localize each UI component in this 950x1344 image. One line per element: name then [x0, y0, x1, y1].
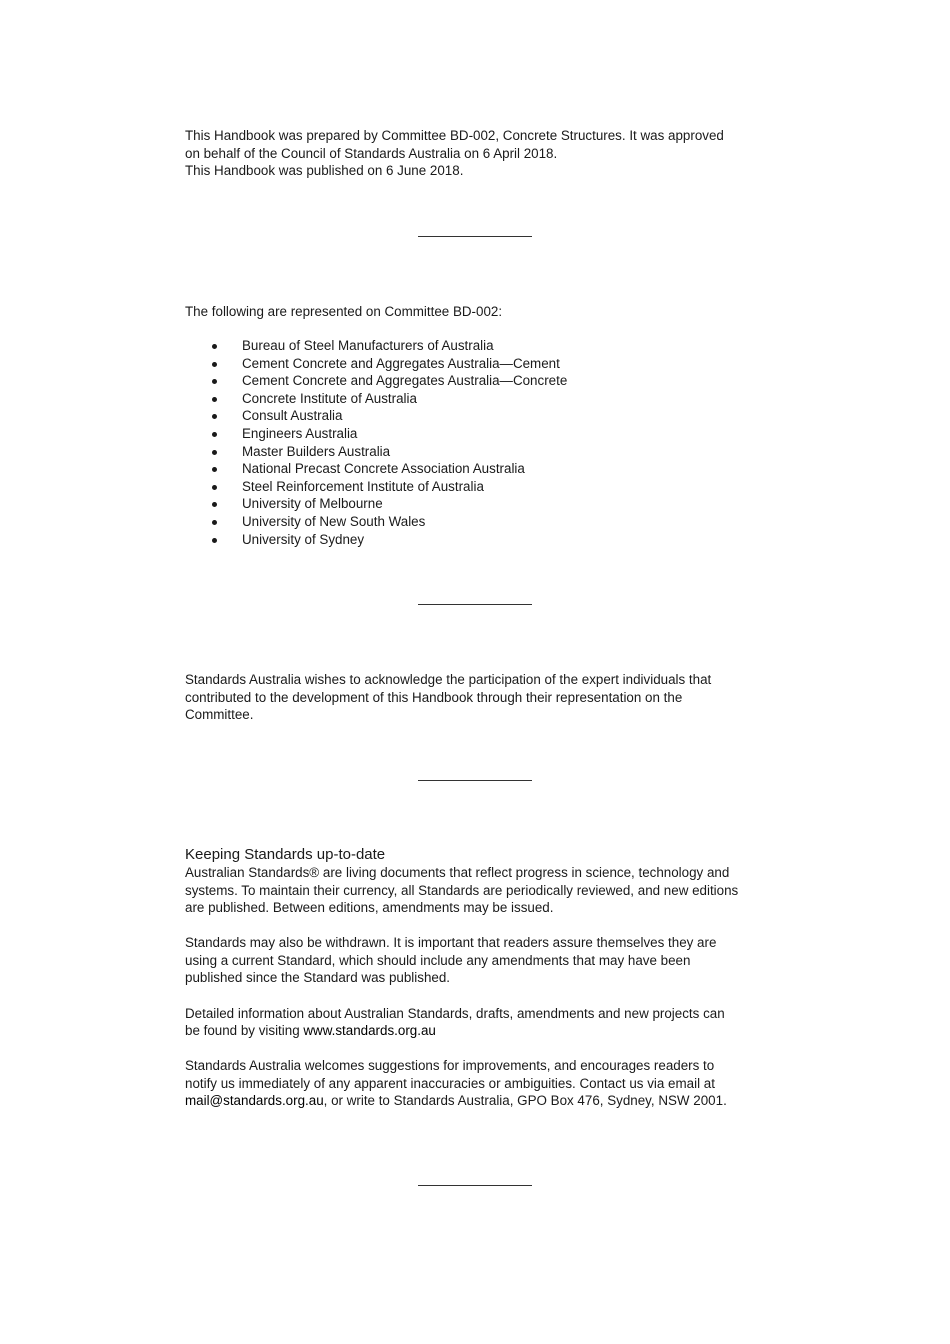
member-name: National Precast Concrete Association Australia — [242, 461, 525, 477]
member-name: Cement Concrete and Aggregates Australia—Concrete — [242, 373, 568, 389]
member-name: Steel Reinforcement Institute of Australia — [242, 478, 484, 494]
bullet-icon — [212, 467, 217, 472]
list-item — [185, 407, 775, 425]
member-name: University of Melbourne — [242, 496, 383, 512]
acknowledgement-section — [185, 671, 775, 724]
paragraph-text: be found by visiting — [185, 1023, 304, 1039]
member-name: Consult Australia — [242, 408, 343, 424]
paragraph-line — [185, 1092, 775, 1110]
member-name: Master Builders Australia — [242, 443, 391, 459]
bullet-icon — [212, 538, 217, 543]
paragraph-line: Detailed information about Australian Standards, drafts, amendments and new projects can — [185, 1005, 725, 1021]
list-item — [185, 372, 775, 390]
section-divider — [418, 780, 532, 781]
bullet-icon — [212, 362, 217, 367]
bullet-icon — [212, 502, 217, 507]
website-link[interactable]: www.standards.org.au — [303, 1023, 436, 1039]
committee-section — [185, 303, 775, 321]
bullet-icon — [212, 432, 217, 437]
email-link[interactable]: mail@standards.org.au — [185, 1093, 324, 1109]
preparation-line-1: This Handbook was prepared by Committee BD-002, Concrete Structures. It was approved — [185, 128, 724, 143]
paragraph-line: using a current Standard, which should include any amendments that may have been — [185, 952, 691, 968]
acknowledgement-line-3: Committee. — [185, 707, 254, 723]
preparation-line-2: on behalf of the Council of Standards Australia on 6 April 2018. — [185, 145, 558, 161]
bullet-icon — [212, 379, 217, 384]
paragraph-line: Australian Standards® are living documents that reflect progress in science, technology and — [185, 865, 730, 880]
section-heading: Keeping Standards up-to-date — [185, 846, 386, 863]
list-item — [185, 531, 775, 549]
section-divider — [418, 604, 532, 605]
list-item — [185, 495, 775, 513]
bullet-icon — [212, 485, 217, 490]
preparation-statement — [185, 127, 775, 180]
keeping-up-to-date-section — [185, 846, 775, 1110]
list-item — [185, 443, 775, 461]
acknowledgement-line-1: Standards Australia wishes to acknowledge the participation of the expert individuals that — [185, 672, 712, 687]
bullet-icon — [212, 520, 217, 525]
list-item — [185, 337, 775, 355]
member-name: Engineers Australia — [242, 425, 358, 441]
paragraph-text: , or write to Standards Australia, GPO Box 476, Sydney, NSW 2001. — [323, 1093, 727, 1109]
bullet-icon — [212, 414, 217, 419]
paragraph-line: Standards Australia welcomes suggestions for improvements, and encourages readers to — [185, 1058, 715, 1074]
paragraph-line: are published. Between editions, amendments may be issued. — [185, 900, 554, 916]
list-item — [185, 355, 775, 373]
paragraph-line: published since the Standard was published. — [185, 970, 451, 986]
list-item — [185, 513, 775, 531]
paragraph-spacer — [185, 987, 775, 1005]
bullet-icon — [212, 450, 217, 455]
section-divider — [418, 236, 532, 237]
committee-intro: The following are represented on Committee BD-002: — [185, 304, 503, 319]
preparation-line-3: This Handbook was published on 6 June 2018. — [185, 163, 464, 179]
acknowledgement-line-2: contributed to the development of this Handbook through their representation on the — [185, 689, 683, 705]
committee-members — [185, 337, 775, 548]
member-name: Cement Concrete and Aggregates Australia—Cement — [242, 355, 560, 371]
member-list — [185, 337, 775, 548]
section-divider — [418, 1185, 532, 1186]
paragraph-line: Standards may also be withdrawn. It is important that readers assure themselves they are — [185, 935, 717, 951]
member-name: University of Sydney — [242, 531, 365, 547]
list-item — [185, 425, 775, 443]
bullet-icon — [212, 344, 217, 349]
paragraph-line: notify us immediately of any apparent inaccuracies or ambiguities. Contact us via email at — [185, 1075, 715, 1091]
list-item — [185, 460, 775, 478]
paragraph-line: systems. To maintain their currency, all Standards are periodically reviewed, and new editions — [185, 882, 739, 898]
member-name: University of New South Wales — [242, 513, 426, 529]
member-name: Bureau of Steel Manufacturers of Australia — [242, 338, 494, 353]
bullet-icon — [212, 397, 217, 402]
list-item — [185, 390, 775, 408]
member-name: Concrete Institute of Australia — [242, 390, 417, 406]
list-item — [185, 478, 775, 496]
paragraph-spacer — [185, 1040, 775, 1058]
paragraph-line — [185, 1022, 775, 1040]
paragraph-spacer — [185, 917, 775, 935]
